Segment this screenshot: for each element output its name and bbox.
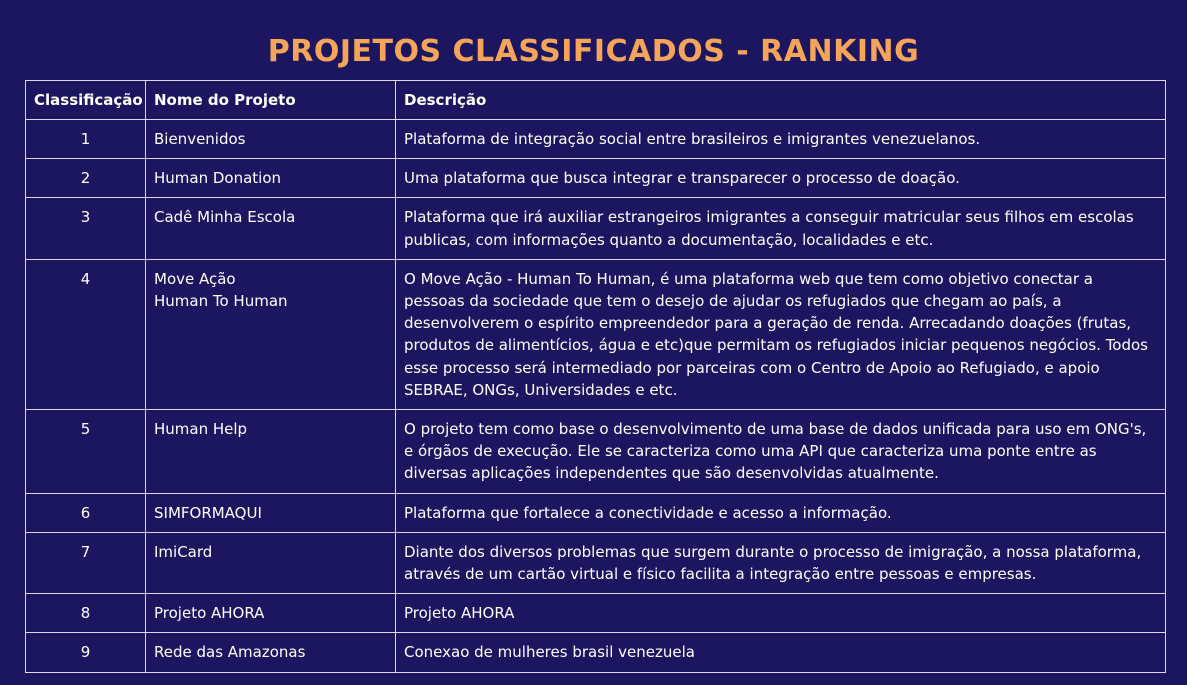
description-cell: O Move Ação - Human To Human, é uma plataforma web que tem como objetivo conectar a pessoas da sociedade que tem o desejo de ajudar os refugiados que chegam ao país, a desenvolverem o espírito empreendedor para a geração de renda. Arrecadando doações (frutas, produtos de alimentícios, água e etc)que permitam os refugiados iniciar pequenos negócios. Todos esse processo será intermediado por parceiras com o Centro de Apoio ao Refugiado, e apoio SEBRAE, ONGs, Universidades e etc.	[396, 259, 1166, 409]
description-cell: Projeto AHORA	[396, 594, 1166, 633]
table-row	[26, 198, 1166, 259]
rank-cell: 8	[26, 594, 146, 633]
table-row	[26, 633, 1166, 672]
rank-cell: 3	[26, 198, 146, 259]
table-row	[26, 532, 1166, 593]
description-cell: Conexao de mulheres brasil venezuela	[396, 633, 1166, 672]
column-header-description: Descrição	[396, 81, 1166, 120]
ranking-table	[25, 80, 1166, 673]
rank-cell: 5	[26, 410, 146, 494]
description-cell: Plataforma de integração social entre brasileiros e imigrantes venezuelanos.	[396, 120, 1166, 159]
column-header-rank: Classificação	[26, 81, 146, 120]
project-name-cell: SIMFORMAQUI	[146, 493, 396, 532]
rank-cell: 7	[26, 532, 146, 593]
column-header-name: Nome do Projeto	[146, 81, 396, 120]
table-row	[26, 493, 1166, 532]
table-row	[26, 259, 1166, 409]
project-name-cell: Cadê Minha Escola	[146, 198, 396, 259]
project-name-cell: Human Donation	[146, 159, 396, 198]
table-row	[26, 594, 1166, 633]
rank-cell: 9	[26, 633, 146, 672]
table-row	[26, 159, 1166, 198]
description-cell: Diante dos diversos problemas que surgem durante o processo de imigração, a nossa plataforma, através de um cartão virtual e físico facilita a integração entre pessoas e empresas.	[396, 532, 1166, 593]
table-row	[26, 410, 1166, 494]
project-name-cell: Bienvenidos	[146, 120, 396, 159]
page-title: PROJETOS CLASSIFICADOS - RANKING	[267, 34, 920, 70]
description-cell: Plataforma que irá auxiliar estrangeiros imigrantes a conseguir matricular seus filhos em escolas publicas, com informações quanto a documentação, localidades e etc.	[396, 198, 1166, 259]
project-name-cell: ImiCard	[146, 532, 396, 593]
project-name-cell: Human Help	[146, 410, 396, 494]
project-name-cell: Rede das Amazonas	[146, 633, 396, 672]
rank-cell: 4	[26, 259, 146, 409]
table-row	[26, 120, 1166, 159]
table-header-row	[26, 81, 1166, 120]
rank-cell: 2	[26, 159, 146, 198]
rank-cell: 6	[26, 493, 146, 532]
description-cell: Uma plataforma que busca integrar e transparecer o processo de doação.	[396, 159, 1166, 198]
project-name-cell: Projeto AHORA	[146, 594, 396, 633]
description-cell: O projeto tem como base o desenvolvimento de uma base de dados unificada para uso em ONG's, e órgãos de execução. Ele se caracteriza como uma API que caracteriza uma ponte entre as diversas aplicações independentes que são desenvolvidas atualmente.	[396, 410, 1166, 494]
description-cell: Plataforma que fortalece a conectividade e acesso a informação.	[396, 493, 1166, 532]
rank-cell: 1	[26, 120, 146, 159]
project-name-cell: Move Ação Human To Human	[146, 259, 396, 409]
